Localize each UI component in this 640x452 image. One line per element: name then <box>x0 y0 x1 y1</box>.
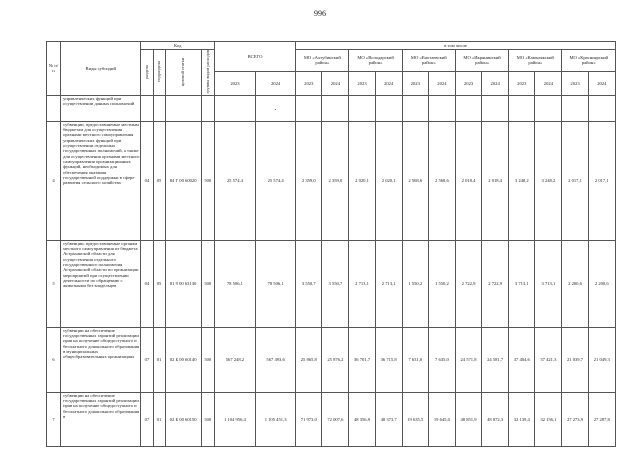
row-value: 24 571,8 <box>455 327 481 392</box>
row-subsection: 05 <box>153 121 165 240</box>
row-value: 7 631,0 <box>402 327 428 392</box>
row-value: 2 722,9 <box>482 240 509 327</box>
row-value: 78 506,1 <box>214 240 255 327</box>
header-mo: МО «Володарский район» <box>349 50 402 72</box>
header-year: 2023 <box>296 71 322 95</box>
row-group: 500 <box>201 392 214 446</box>
row-value: 25 574,4 <box>214 121 255 240</box>
row-value: 2 200,6 <box>562 240 588 327</box>
row-value: 2 020,1 <box>375 121 402 240</box>
header-code-group: группы видов расходов <box>201 50 214 96</box>
header-year: 2024 <box>256 71 296 95</box>
row-value: 3 713,1 <box>509 240 535 327</box>
row-value: 2 722,9 <box>455 240 481 327</box>
row-value: 21 039,7 <box>562 327 588 392</box>
row-target: 02 Б 00 60140 <box>165 327 201 392</box>
row-value: 2 568,6 <box>402 121 428 240</box>
row-value: 1 105 451,3 <box>256 392 296 446</box>
header-including: в том числе <box>296 42 616 50</box>
row-value: 72 007,6 <box>322 392 349 446</box>
row-value: 71 973,0 <box>296 392 322 446</box>
row-name: управленческих функций при осуществлении данных полномочий <box>61 95 141 121</box>
row-subsection: 05 <box>153 240 165 327</box>
row-value: 2 568,6 <box>428 121 455 240</box>
header-year: 2023 <box>562 71 588 95</box>
row-value: 3 550,7 <box>296 240 322 327</box>
row-section: 04 <box>141 240 153 327</box>
header-total: ВСЕГО <box>214 42 295 72</box>
table-row <box>47 240 616 327</box>
row-value: 3 248,2 <box>535 121 562 240</box>
row-value: 2 359,0 <box>322 121 349 240</box>
row-value: 2 017,1 <box>562 121 588 240</box>
row-value: 19 645,0 <box>428 392 455 446</box>
row-subsection: 01 <box>153 327 165 392</box>
row-target: 81 9 00 63130 <box>165 240 201 327</box>
row-group: 500 <box>201 240 214 327</box>
row-num <box>47 95 61 121</box>
header-mo: МО «Ахтубинский район» <box>296 50 349 72</box>
row-name: субвенции на обеспечение государственных гарантий реализации прав на получение общедоступного и бесплатного дошкольного образования в <box>61 392 141 446</box>
row-value: 567 248,2 <box>214 327 255 392</box>
header-year: 2024 <box>322 71 349 95</box>
row-value: 37 404,6 <box>509 327 535 392</box>
row-value: 7 635,0 <box>428 327 455 392</box>
row-value: 37 421,3 <box>535 327 562 392</box>
row-value: 2 713,1 <box>349 240 375 327</box>
header-year: 2024 <box>482 71 509 95</box>
table-row <box>47 121 616 240</box>
header-mo: МО «Икрянинский район» <box>455 50 508 72</box>
header-year: 2023 <box>402 71 428 95</box>
header-num: № п/п <box>47 42 61 96</box>
header-code: Код <box>141 42 214 50</box>
row-section: 04 <box>141 121 153 240</box>
row-value: 2 018,4 <box>482 121 509 240</box>
row-value: 1 550,2 <box>402 240 428 327</box>
row-value: 2 713,1 <box>375 240 402 327</box>
row-value: 36 715,8 <box>375 327 402 392</box>
header-code-target: целевой статьи <box>165 50 201 96</box>
header-year: 2024 <box>535 71 562 95</box>
row-name: субвенции, предоставляемые органам местного самоуправления из бюджета Астраханской области для осуществления отдельного государственного полномочия Астраханской области по организации мероприятий при осуществлении деятельности по обращению с животными без владельцев <box>61 240 141 327</box>
header-mo: МО «Енотаевский район» <box>402 50 455 72</box>
row-value: 48 872,3 <box>482 392 509 446</box>
header-mo: МО «Красноярский район» <box>562 50 616 72</box>
row-value: 3 713,1 <box>535 240 562 327</box>
header-year: 2024 <box>428 71 455 95</box>
header-year: 2023 <box>455 71 481 95</box>
scan-dot <box>275 109 276 110</box>
row-num: 6 <box>47 327 61 392</box>
row-group: 500 <box>201 327 214 392</box>
row-value: 2 018,4 <box>455 121 481 240</box>
row-value: 3 550,7 <box>322 240 349 327</box>
row-value: 27 273,9 <box>562 392 588 446</box>
row-value: 2 020,1 <box>349 121 375 240</box>
header-year: 2023 <box>214 71 255 95</box>
row-value: 32 156,1 <box>535 392 562 446</box>
row-value: 48 356,9 <box>349 392 375 446</box>
row-value: 24 581,7 <box>482 327 509 392</box>
row-value: 25 876,2 <box>322 327 349 392</box>
row-value: 1 104 956,4 <box>214 392 255 446</box>
row-name: субвенции, предоставляемые местным бюджетам для осуществления органами местного самоуправления управленческих функций при осуществлении отдельных государственных полномочий, а также для осуществления органами местного самоуправления организационных функций, необходимых для обеспечения оказания государственной поддержки в сфере развития сельского хозяйства <box>61 121 141 240</box>
row-group: 500 <box>201 121 214 240</box>
row-value: 19 635,5 <box>402 392 428 446</box>
row-value: 21 049,3 <box>588 327 615 392</box>
row-num: 5 <box>47 240 61 327</box>
row-target: 84 Г 00 60020 <box>165 121 201 240</box>
row-section: 07 <box>141 327 153 392</box>
row-value: 78 506,1 <box>256 240 296 327</box>
row-value: 2 200,6 <box>588 240 615 327</box>
table-row <box>47 327 616 392</box>
row-num: 7 <box>47 392 61 446</box>
row-value: 2 017,1 <box>588 121 615 240</box>
row-value: 3 248,2 <box>509 121 535 240</box>
row-value: 25 574,4 <box>256 121 296 240</box>
row-value: 25 865,8 <box>296 327 322 392</box>
subsidy-table <box>46 41 616 447</box>
table-row <box>47 95 616 121</box>
row-value: 36 701,7 <box>349 327 375 392</box>
header-name: Виды субсидий <box>61 42 141 96</box>
row-value: 2 359,0 <box>296 121 322 240</box>
row-value: 567 493,6 <box>256 327 296 392</box>
row-num: 4 <box>47 121 61 240</box>
page-number: 996 <box>314 9 326 18</box>
header-mo: МО «Камызякский район» <box>509 50 562 72</box>
header-year: 2023 <box>349 71 375 95</box>
row-subsection: 01 <box>153 392 165 446</box>
row-value: 27 287,8 <box>588 392 615 446</box>
row-value: 48 373,7 <box>375 392 402 446</box>
header-year: 2024 <box>375 71 402 95</box>
row-target: 02 Б 00 60150 <box>165 392 201 446</box>
header-year: 2023 <box>509 71 535 95</box>
row-value: 48 851,9 <box>455 392 481 446</box>
row-value: 32 139,4 <box>509 392 535 446</box>
row-value: 1 550,2 <box>428 240 455 327</box>
row-name: субвенции на обеспечение государственных гарантий реализации прав на получение общедоступного и бесплатного дошкольного образования в муниципальных общеобразовательных организациях <box>61 327 141 392</box>
table-row <box>47 392 616 446</box>
header-code-section: раздела <box>141 50 153 96</box>
header-year: 2024 <box>588 71 615 95</box>
header-code-subsection: подраздела <box>153 50 165 96</box>
row-section: 07 <box>141 392 153 446</box>
